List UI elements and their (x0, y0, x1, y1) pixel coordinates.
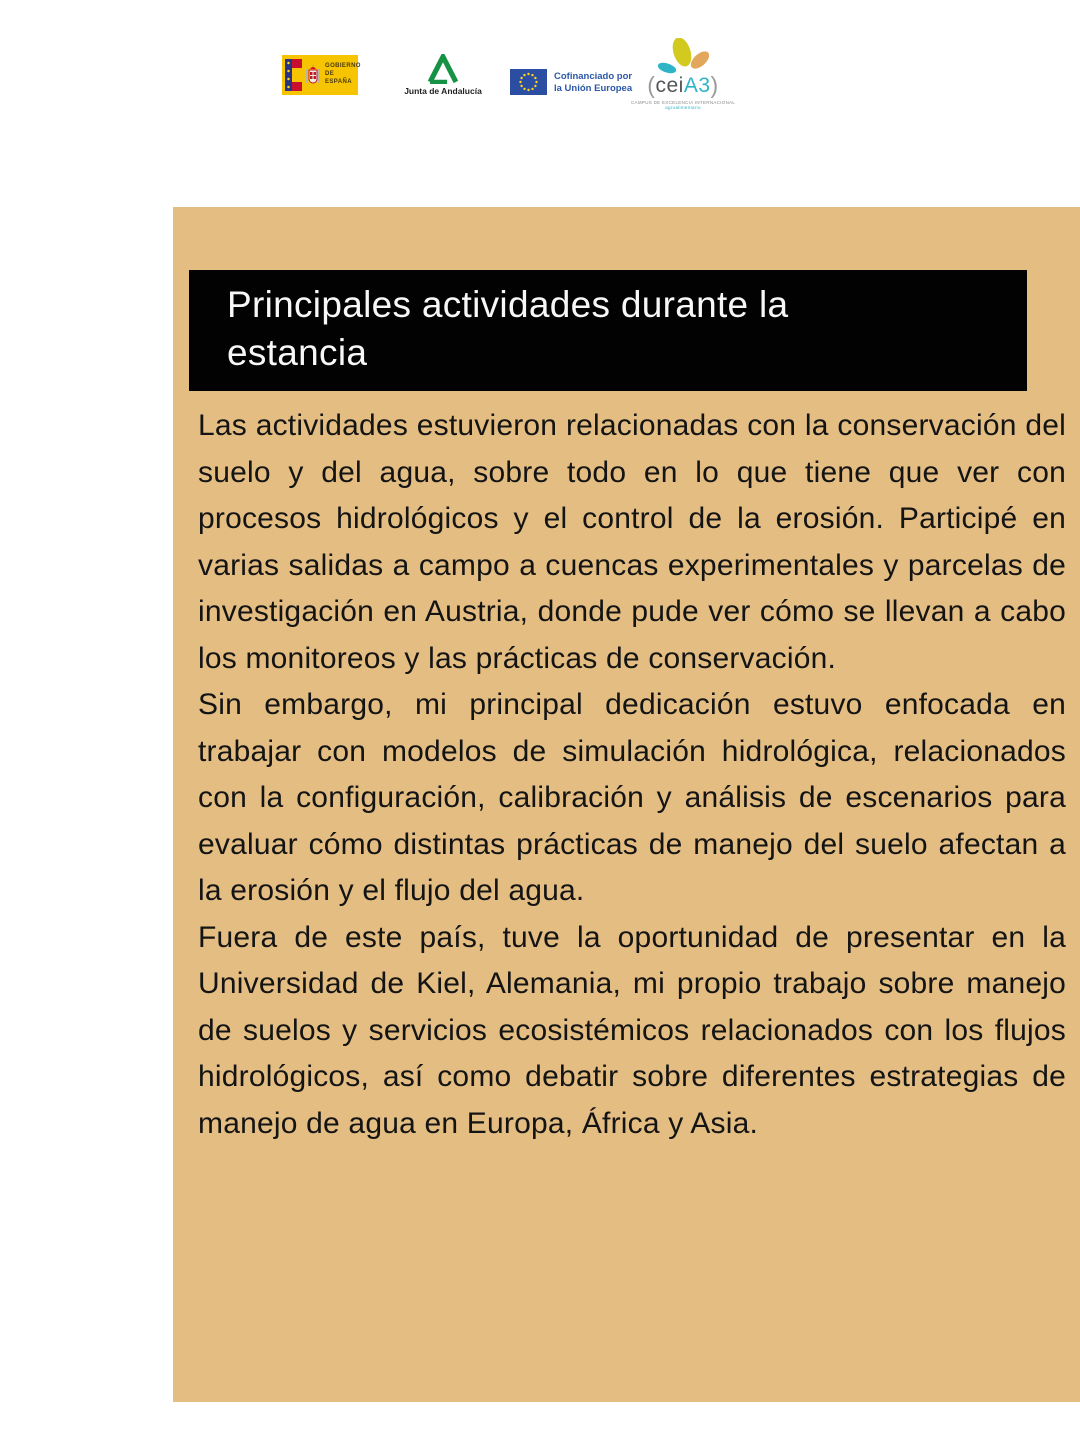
spain-coat-of-arms-icon (305, 63, 321, 87)
ceia3-cei-text: cei (655, 74, 684, 97)
junta-andalucia-logo (398, 54, 488, 96)
paragraph-1: Las actividades estuvieron relacionadas con la conservación del suelo y del agua, sobre todo en lo que tiene que ver con procesos hidrológicos y el control de la erosión. Participé en varias salidas a campo a cuencas experimentales y parcelas de investigación en Austria, donde pude ver cómo se llevan a cabo los monitoreos y las prácticas de conservación. (198, 409, 1066, 675)
eu-cofinanced-logo (510, 69, 632, 95)
ceia3-logo (631, 38, 735, 110)
ceia3-a3-text: A3 (683, 74, 711, 97)
gobierno-espana-logo (282, 55, 361, 95)
junta-andalucia-label: Junta de Andalucía (404, 86, 482, 96)
ceia3-paren-open: ( (647, 72, 656, 98)
ceia3-tagline: CAMPUS DE EXCELENCIA INTERNACIONAL (631, 100, 736, 105)
section-title: Principales actividades durante la estancia (227, 284, 789, 373)
section-title-banner (189, 270, 1027, 391)
paragraph-2: Sin embargo, mi principal dedicación estuvo enfocada en trabajar con modelos de simulación hidrológica, relacionados con la configuración, calibración y análisis de escenarios para evaluar cómo distintas prácticas de manejo del suelo afectan a la erosión y el flujo del agua. (198, 688, 1066, 907)
gobierno-espana-label: GOBIERNO DE ESPAÑA (325, 63, 361, 85)
ceia3-paren-close: ) (710, 72, 719, 98)
eu-flag-icon (510, 69, 547, 95)
ceia3-tagline-sub: agroalimentario (665, 105, 701, 110)
spain-flag-tricolor (292, 59, 302, 91)
ceia3-wordmark (631, 74, 735, 97)
content-panel (173, 207, 1080, 1402)
ceia3-leaves-icon (646, 38, 720, 76)
eu-cofinanced-label: Cofinanciado por la Unión Europea (554, 71, 633, 94)
header-logos-row (0, 0, 1080, 150)
paragraph-3: Fuera de este país, tuve la oportunidad de presentar en la Universidad de Kiel, Alemania, mi propio trabajo sobre manejo de suelos y servicios ecosistémicos relacionados con los flujos hidrológicos, así como debatir sobre diferentes estrategias de manejo de agua en Europa, África y Asia. (198, 920, 1066, 1140)
body-text (198, 403, 1066, 1147)
spain-flag-star-stripe (285, 59, 292, 91)
junta-andalucia-a-icon (426, 54, 460, 84)
spain-flag-icon (285, 59, 302, 91)
